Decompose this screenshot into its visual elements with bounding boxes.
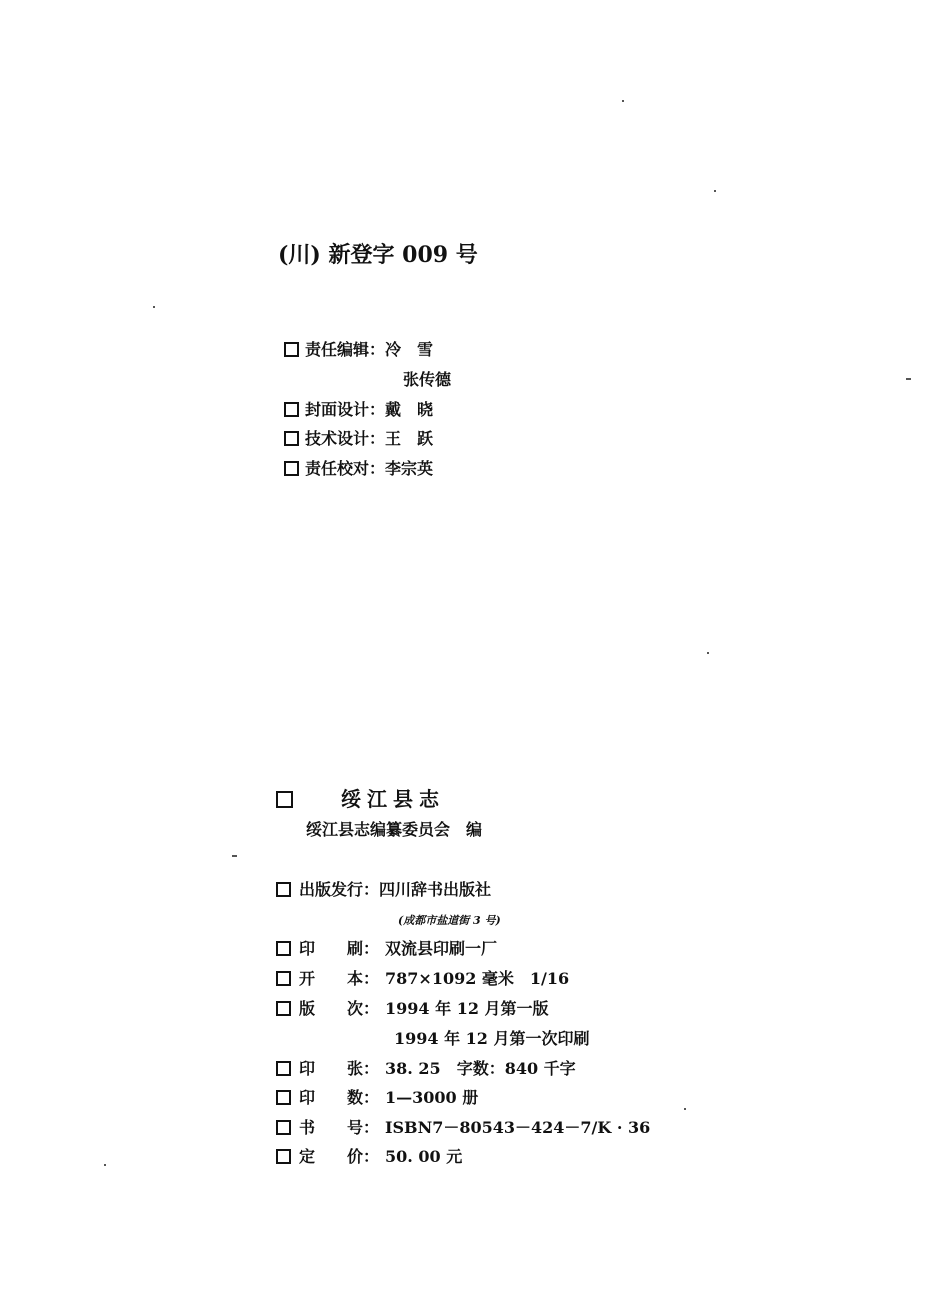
detail-label-1: 印: [299, 939, 316, 958]
credit-label: 技术设计：: [305, 429, 386, 448]
detail-label-1: 开: [299, 969, 316, 988]
detail-label-1: 书: [299, 1118, 316, 1137]
detail-row-print-run: [276, 1085, 478, 1108]
credit-row-editor-2: [403, 367, 451, 390]
checkbox-icon: [284, 342, 299, 357]
credit-row-proofreader: [284, 456, 433, 479]
checkbox-icon: [276, 941, 291, 956]
credit-value: 张传德: [403, 370, 452, 389]
detail-value: 50. 00 元: [385, 1147, 463, 1166]
checkbox-icon: [284, 461, 299, 476]
detail-label-1: 印: [299, 1088, 316, 1107]
scan-speck: [684, 1108, 686, 1110]
credit-value: 王 跃: [385, 429, 434, 448]
checkbox-icon: [276, 1120, 291, 1135]
detail-label-2: 张：: [347, 1059, 380, 1078]
checkbox-icon: [276, 1090, 291, 1105]
detail-label-1: 印: [299, 1059, 316, 1078]
detail-label-2: 刷：: [347, 939, 380, 958]
detail-label-1: 定: [299, 1147, 316, 1166]
credit-row-cover-design: [284, 397, 433, 420]
detail-label-2: 次：: [347, 999, 380, 1018]
checkbox-icon: [276, 882, 291, 897]
detail-value: 1—3000 册: [385, 1088, 479, 1107]
detail-value: 787×1092 毫米 1/16: [385, 969, 570, 988]
book-editor: 绥江县志编纂委员会 编: [306, 820, 483, 839]
detail-label-2: 数：: [347, 1088, 380, 1107]
detail-label-2: 价：: [347, 1147, 380, 1166]
checkbox-icon: [276, 1001, 291, 1016]
checkbox-icon: [276, 971, 291, 986]
detail-row-format: [276, 966, 569, 989]
credit-value: 冷 雪: [385, 340, 434, 359]
credit-row-editor: [284, 337, 433, 360]
publisher-value: 四川辞书出版社: [379, 880, 492, 899]
publisher-address: (成都市盐道街 3 号): [398, 914, 501, 927]
scan-speck: [707, 652, 709, 654]
detail-row-edition: [276, 996, 549, 1019]
detail-value: ISBN7－80543－424－7/K · 36: [385, 1118, 651, 1137]
detail-value: 1994 年 12 月第一版: [385, 999, 549, 1018]
detail-row-isbn: [276, 1115, 650, 1138]
credit-label: 责任校对：: [305, 459, 386, 478]
credit-value: 李宗英: [385, 459, 434, 478]
checkbox-icon: [284, 402, 299, 417]
book-title: 绥江县志: [341, 787, 445, 811]
credit-value: 戴 晓: [385, 400, 434, 419]
credit-label: 责任编辑：: [305, 340, 386, 359]
credit-label: 封面设计：: [305, 400, 386, 419]
detail-row-printing-date: [394, 1026, 590, 1049]
publisher-label: 出版发行：: [299, 880, 380, 899]
scan-speck: [153, 306, 155, 308]
detail-value: 双流县印刷一厂: [385, 939, 498, 958]
checkbox-icon: [284, 431, 299, 446]
scan-speck: [906, 378, 911, 380]
book-title-row: [276, 783, 445, 812]
detail-value: 1994 年 12 月第一次印刷: [394, 1029, 590, 1048]
detail-label-2: 本：: [347, 969, 380, 988]
detail-value: 38. 25 字数：840 千字: [385, 1059, 576, 1078]
detail-row-printing: [276, 936, 497, 959]
registration-number: (川) 新登字 009 号: [278, 242, 478, 268]
scan-speck: [104, 1164, 106, 1166]
detail-label-1: 版: [299, 999, 316, 1018]
credit-row-tech-design: [284, 426, 433, 449]
publisher-row: [276, 877, 491, 900]
checkbox-icon: [276, 791, 293, 808]
detail-label-2: 号：: [347, 1118, 380, 1137]
detail-row-price: [276, 1144, 462, 1167]
scan-speck: [232, 855, 237, 857]
detail-row-sheets: [276, 1056, 576, 1079]
scan-speck: [622, 100, 624, 102]
checkbox-icon: [276, 1149, 291, 1164]
checkbox-icon: [276, 1061, 291, 1076]
scan-speck: [714, 190, 716, 192]
